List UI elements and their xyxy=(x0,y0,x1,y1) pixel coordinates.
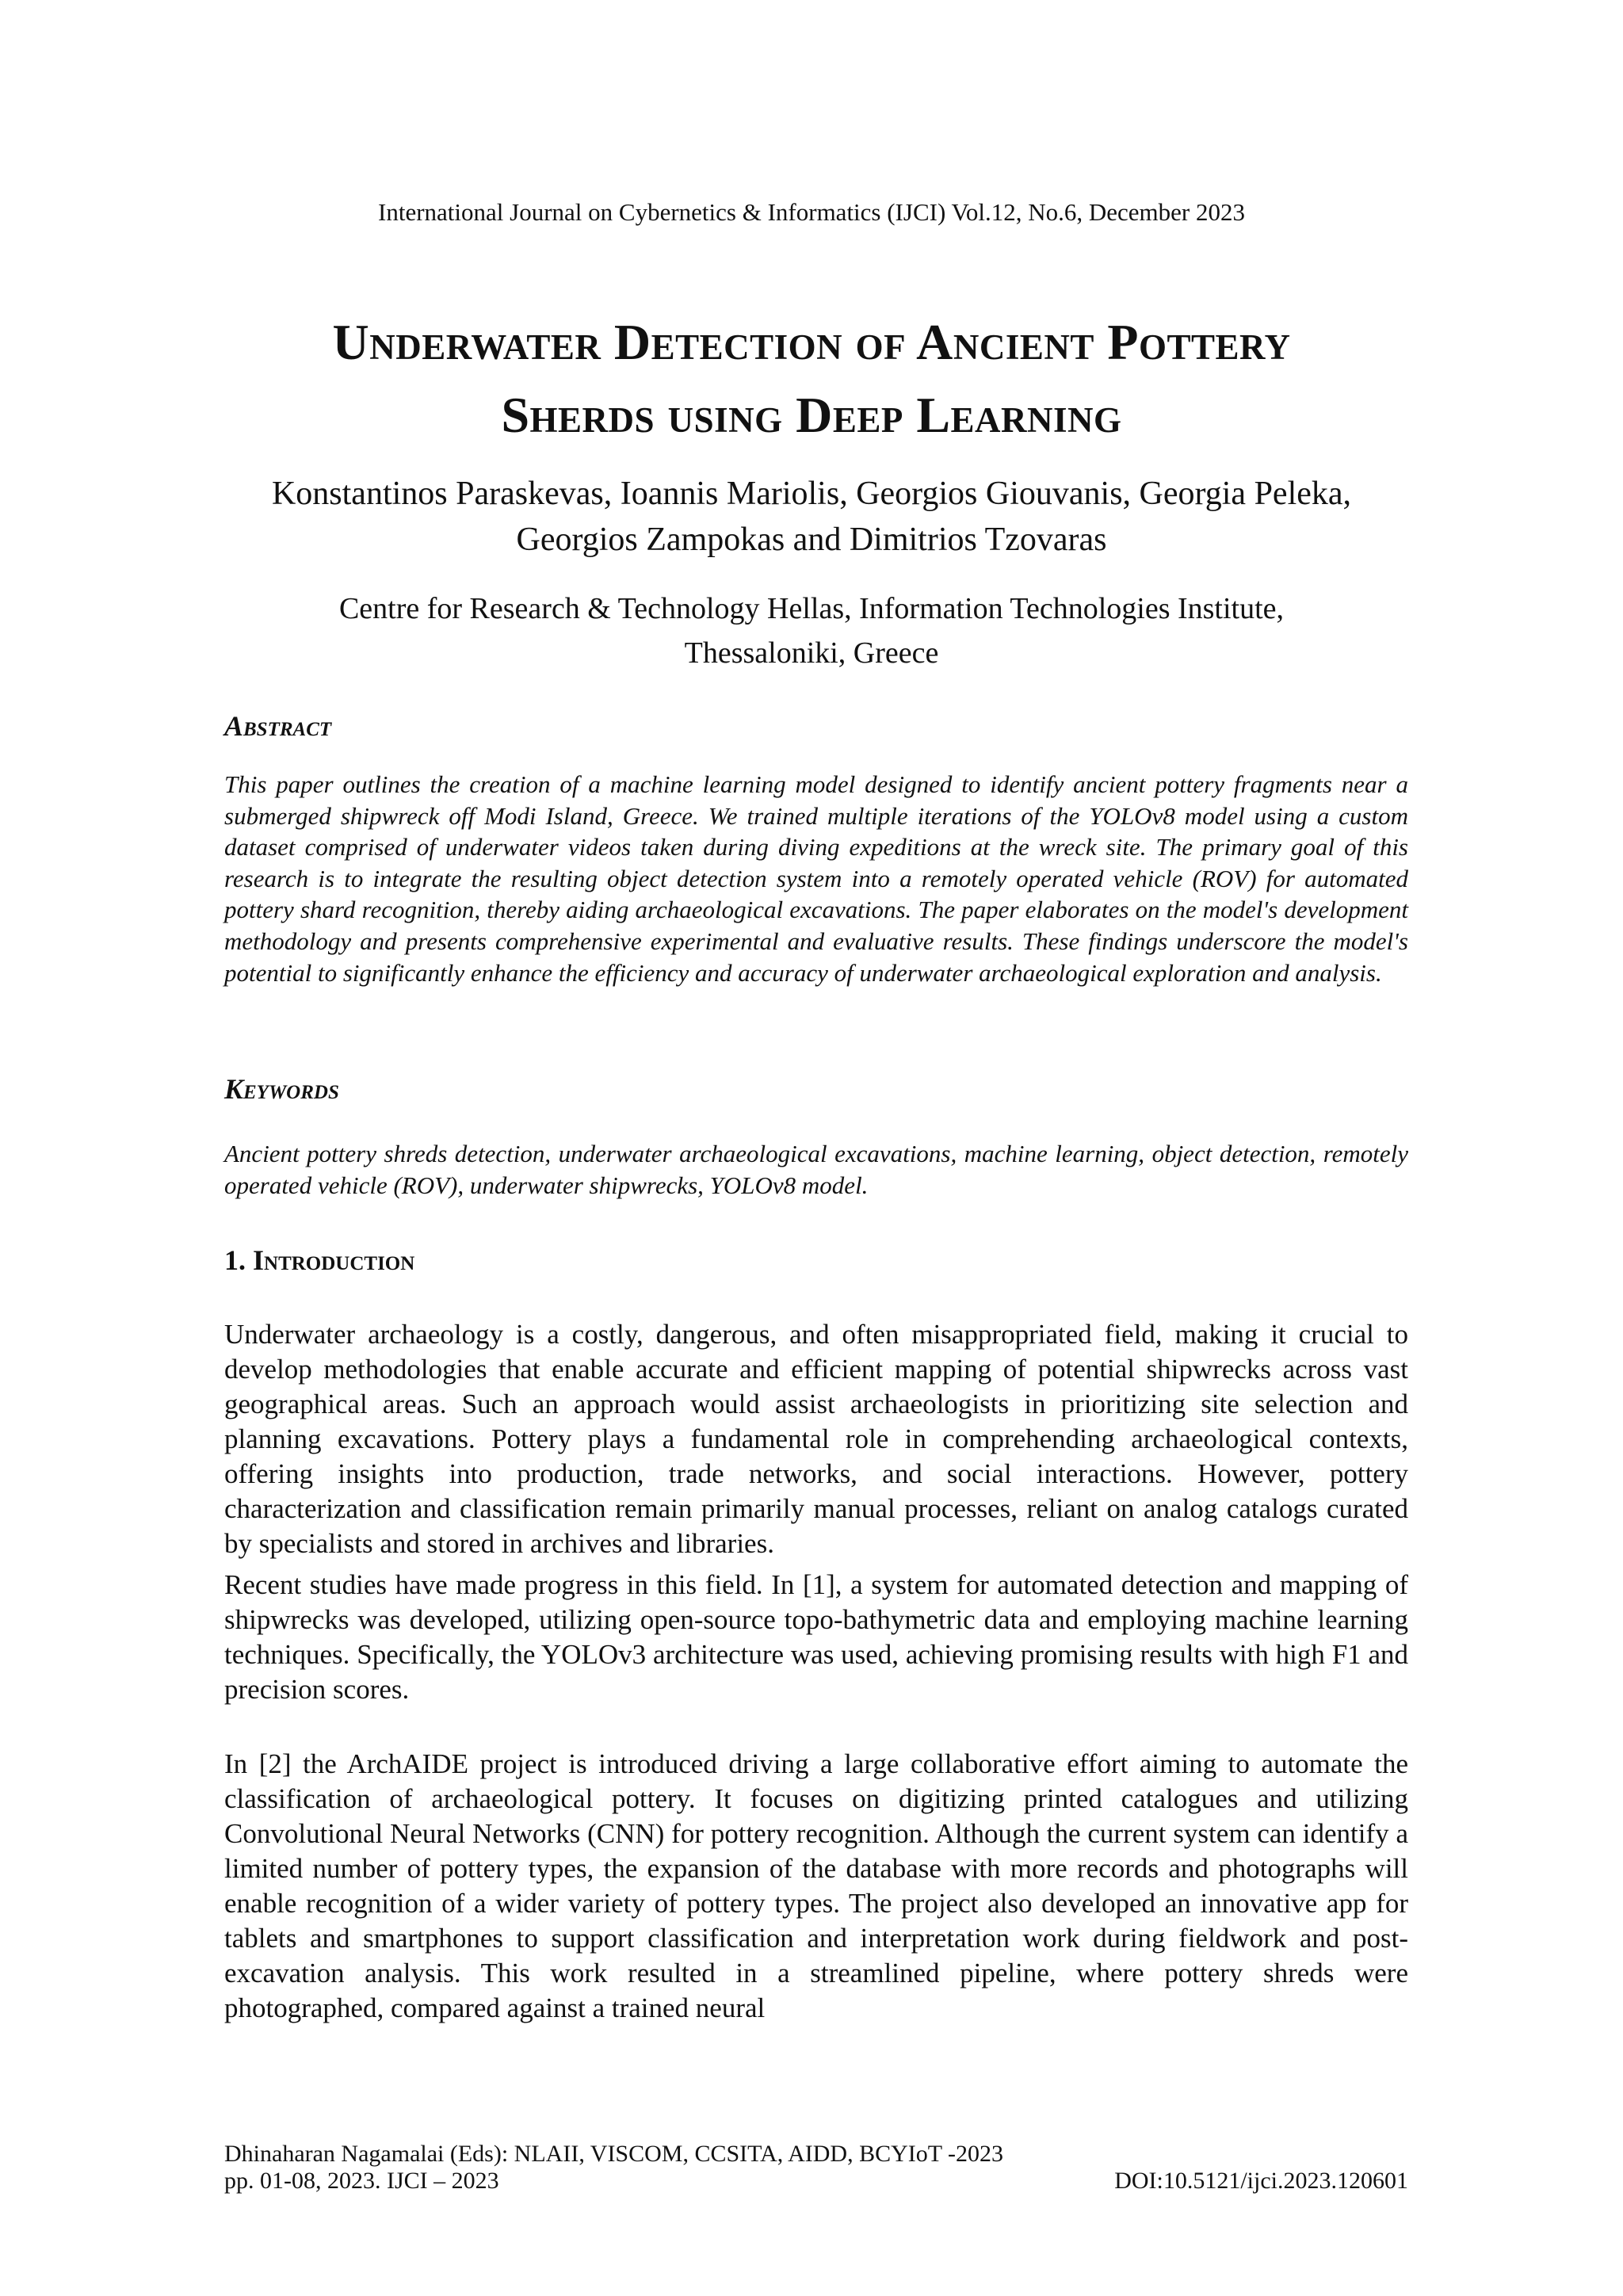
footer-editors: Dhinaharan Nagamalai (Eds): NLAII, VISCOM, CCSITA, AIDD, BCYIoT -2023 xyxy=(224,2141,1004,2167)
title-line-2: Sherds using Deep Learning xyxy=(501,387,1122,443)
affiliation-line-2: Thessaloniki, Greece xyxy=(684,636,939,670)
paper-title xyxy=(198,306,1425,452)
title-line-1: Underwater Detection of Ancient Pottery xyxy=(332,314,1291,370)
introduction-paragraph-3: In [2] the ArchAIDE project is introduced driving a large collaborative effort aiming to automate the classification of archaeological pottery. It focuses on digitizing printed catalogues and utilizing Convolutional Neural Networks (CNN) for pottery recognition. Although the current system can identify a limited number of pottery types, the expansion of the database with more records and photographs will enable recognition of a wider variety of pottery types. The project also developed an innovative app for tablets and smartphones to support classification and interpretation work during fieldwork and post-excavation analysis. This work resulted in a streamlined pipeline, where pottery shreds were photographed, compared against a trained neural xyxy=(224,1748,1408,2023)
introduction-paragraph-2: Recent studies have made progress in this field. In [1], a system for automated detection and mapping of shipwrecks was developed, utilizing open-source topo-bathymetric data and employing machine learning techniques. Specifically, the YOLOv3 architecture was used, achieving promising results with high F1 and precision scores. xyxy=(224,1569,1408,1705)
footer-doi: DOI:10.5121/ijci.2023.120601 xyxy=(1114,2168,1408,2194)
introduction-paragraph-1: Underwater archaeology is a costly, dangerous, and often misappropriated field, making it crucial to develop methodologies that enable accurate and efficient mapping of potential shipwrecks across vast geographical areas. Such an approach would assist archaeologists in prioritizing site selection and planning excavations. Pottery plays a fundamental role in comprehending archaeological contexts, offering insights into production, trade networks, and social interactions. However, pottery characterization and classification remain primarily manual processes, reliant on analog catalogs curated by specialists and stored in archives and libraries. xyxy=(224,1319,1408,1559)
authors-line-1: Konstantinos Paraskevas, Ioannis Mariolis, Georgios Giouvanis, Georgia Peleka, xyxy=(271,476,1352,512)
affiliation xyxy=(198,586,1425,675)
affiliation-line-1: Centre for Research & Technology Hellas, Information Technologies Institute, xyxy=(338,592,1285,625)
abstract-text: This paper outlines the creation of a machine learning model designed to identify ancient pottery fragments near a submerged shipwreck off Modi Island, Greece. We trained multiple iterations of the YOLOv8 model using a custom dataset comprised of underwater videos taken during diving expeditions at the wreck site. The primary goal of this research is to integrate the resulting object detection system into a remotely operated vehicle (ROV) for automated pottery shard recognition, thereby aiding archaeological excavations. The paper elaborates on the model's development methodology and presents comprehensive experimental and evaluative results. These findings underscore the model's potential to significantly enhance the efficiency and accuracy of underwater archaeological exploration and analysis. xyxy=(224,770,1408,987)
keywords-heading: Keywords xyxy=(224,1073,339,1105)
abstract-heading: Abstract xyxy=(224,710,332,742)
introduction-heading: 1. Introduction xyxy=(224,1244,415,1276)
keywords-text: Ancient pottery shreds detection, underwater archaeological excavations, machine learning, object detection, remotely operated vehicle (ROV), underwater shipwrecks, YOLOv8 model. xyxy=(224,1140,1408,1199)
journal-header: International Journal on Cybernetics & Informatics (IJCI) Vol.12, No.6, December 2023 xyxy=(378,198,1245,226)
footer-pages: pp. 01-08, 2023. IJCI – 2023 xyxy=(224,2168,499,2194)
author-list xyxy=(198,471,1425,563)
authors-line-2: Georgios Zampokas and Dimitrios Tzovaras xyxy=(516,521,1107,558)
footer-bottom-line xyxy=(224,2167,1408,2195)
